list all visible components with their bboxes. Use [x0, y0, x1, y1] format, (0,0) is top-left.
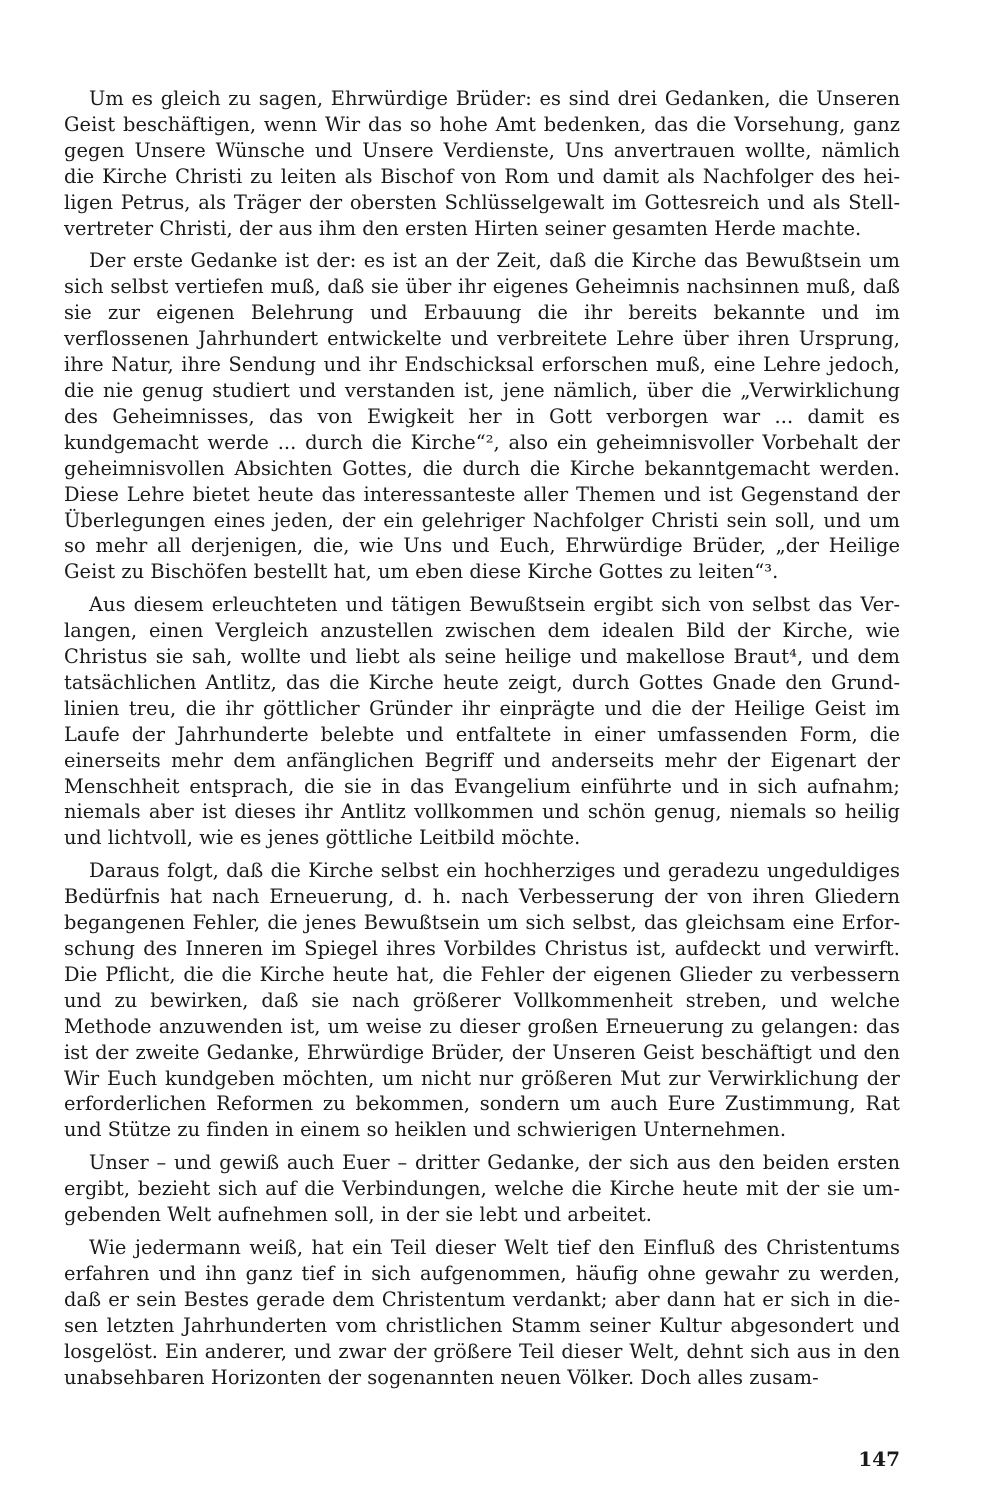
paragraph-5: Unser – und gewiß auch Euer – dritter Gedanke, der sich aus den beiden ersten ergibt, bezieht sich auf die Verbindungen, welche die Kirche heute mit der sie umgebenden Welt aufnehmen soll, in der sie lebt und arbeitet.	[64, 1151, 900, 1227]
paragraph-3-text-continued: , und dem tatsächlichen Antlitz, das die Kirche heute zeigt, durch Gottes Gnade den Grundlinien treu, die ihr göttlicher Gründer ihr einprägte und die der Heilige Geist im Laufe der Jahrhunderte belebte und entfaltete in einer umfassenden Form, die einerseits mehr dem anfänglichen Begriff und anderseits mehr der Eigenart der Menschheit entsprach, die sie in das Evangelium einführte und in sich aufnahm; niemals aber ist dieses ihr Antlitz vollkommen und schön genug, niemals so heilig und lichtvoll, wie es jenes göttliche Leitbild möchte.	[64, 645, 900, 850]
document-page	[64, 86, 900, 1397]
paragraph-3-text: Aus diesem erleuchteten und tätigen Bewußtsein ergibt sich von selbst das Verlangen, einen Vergleich anzustellen zwischen dem idealen Bild der Kirche, wie Christus sie sah, wollte und liebt als seine heilige und makellose Braut⁴	[64, 593, 900, 669]
paragraph-2-text: Der erste Gedanke ist der: es ist an der Zeit, daß die Kirche das Bewußtsein um sich selbst vertiefen muß, daß sie über ihr eigenes Geheimnis nachsinnen muß, daß sie zur eigenen Belehrung und Erbauung die ihr bereits bekannte und im verflossenen Jahrhundert entwickelte und verbreitete Lehre über ihren Ursprung, ihre Natur, ihre Sendung und ihr Endschicksal erforschen muß, eine Lehre jedoch, die nie genug studiert und verstanden ist, jene nämlich, über die „Verwirklichung des Geheimnisses, das von Ewigkeit her in Gott verborgen war ... damit es kundgemacht werde ... durch die Kirche“²	[64, 249, 900, 454]
paragraph-2-text-continued: , also ein geheimnisvoller Vorbehalt der geheimnisvollen Absichten Gottes, die durch die Kirche bekanntgemacht werden. Diese Lehre bietet heute das interessanteste aller Themen und ist Gegenstand der Überlegungen eines jeden, der ein gelehriger Nachfolger Christi sein soll, und um so mehr all derjenigen, die, wie Uns und Euch, Ehrwürdige Brüder, „der Heilige Geist zu Bischöfen bestellt hat, um eben diese Kirche Gottes zu leiten“³.	[64, 430, 900, 584]
paragraph-2	[64, 248, 900, 585]
paragraph-4: Daraus folgt, daß die Kirche selbst ein hochherziges und geradezu ungeduldiges Bedürfnis hat nach Erneuerung, d. h. nach Verbesserung der von ihren Gliedern begangenen Fehler, die jenes Bewußtsein um sich selbst, das gleichsam eine Erforschung des Inneren im Spiegel ihres Vorbildes Christus ist, aufdeckt und verwirft. Die Pflicht, die die Kirche heute hat, die Fehler der eigenen Glieder zu verbessern und zu bewirken, daß sie nach größerer Vollkommenheit streben, und welche Methode anzuwenden ist, um weise zu dieser großen Erneuerung zu gelangen: das ist der zweite Gedanke, Ehrwürdige Brüder, der Unseren Geist beschäftigt und den Wir Euch kundgeben möchten, um nicht nur größeren Mut zur Verwirklichung der erforderlichen Reformen zu bekommen, sondern um auch Eure Zustimmung, Rat und Stütze zu finden in einem so heiklen und schwierigen Unternehmen.	[64, 859, 900, 1142]
paragraph-1: Um es gleich zu sagen, Ehrwürdige Brüder: es sind drei Gedanken, die Unseren Geist beschäftigen, wenn Wir das so hohe Amt bedenken, das die Vorsehung, ganz gegen Unsere Wünsche und Unsere Verdienste, Uns anvertrauen wollte, nämlich die Kirche Christi zu leiten als Bischof von Rom und damit als Nachfolger des heiligen Petrus, als Träger der obersten Schlüsselgewalt im Gottesreich und als Stellvertreter Christi, der aus ihm den ersten Hirten seiner gesamten Herde machte.	[64, 87, 900, 240]
paragraph-6: Wie jedermann weiß, hat ein Teil dieser Welt tief den Einfluß des Christentums erfahren und ihn ganz tief in sich aufgenommen, häufig ohne gewahr zu werden, daß er sein Bestes gerade dem Christentum verdankt; aber dann hat er sich in diesen letzten Jahrhunderten vom christlichen Stamm seiner Kultur abgesondert und losgelöst. Ein anderer, und zwar der größere Teil dieser Welt, dehnt sich aus in den unabsehbaren Horizonten der sogenannten neuen Völker. Doch alles zusam-	[64, 1235, 900, 1389]
paragraph-3	[64, 592, 900, 851]
page-number: 147	[858, 1447, 900, 1471]
